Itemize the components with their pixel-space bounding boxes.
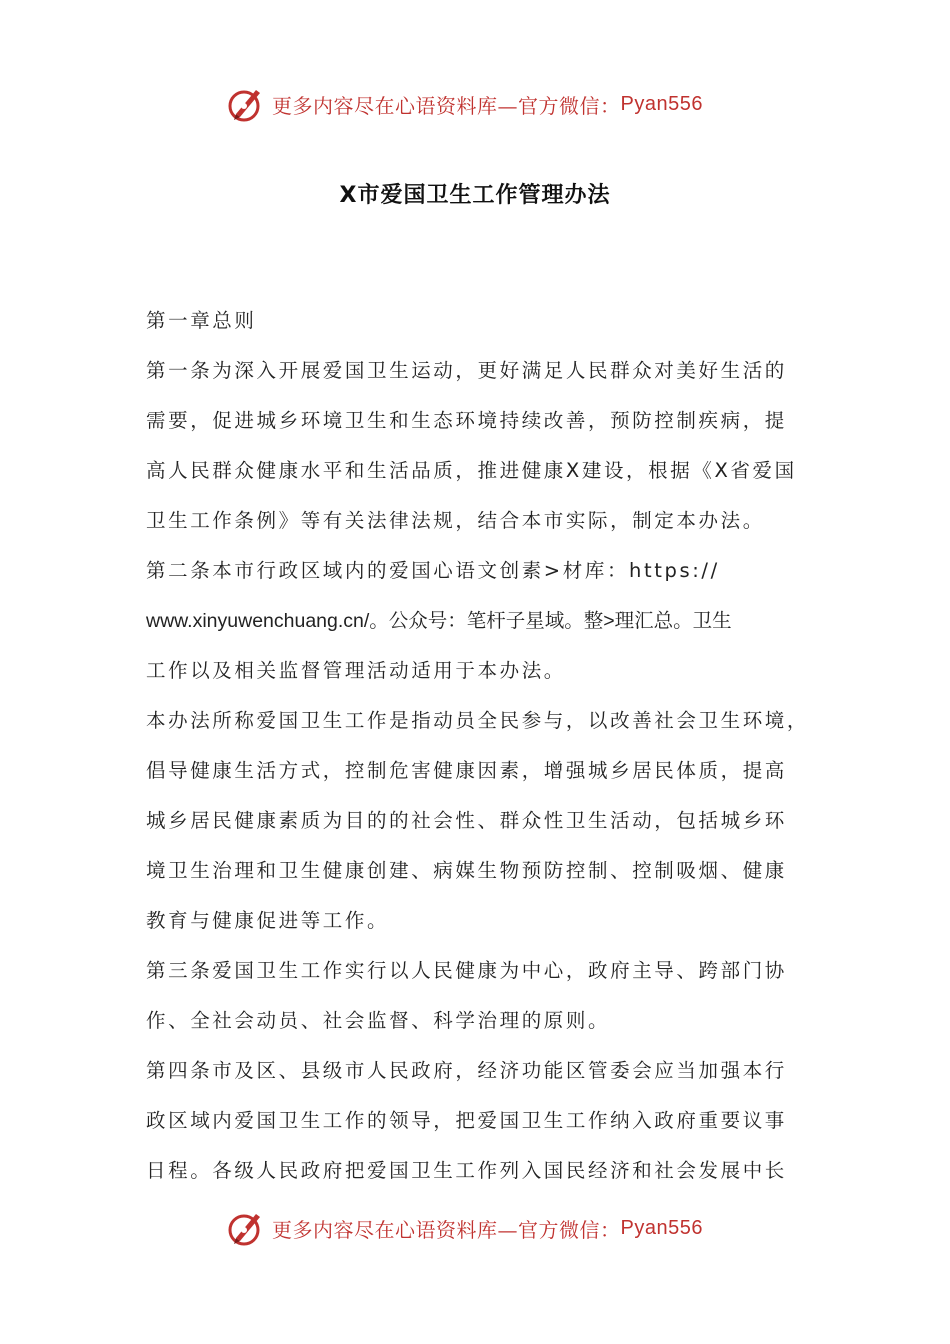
- body-line: 境卫生治理和卫生健康创建、病媒生物预防控制、控制吸烟、健康: [146, 859, 787, 882]
- body-line: 教育与健康促进等工作。: [146, 909, 390, 932]
- body-line: 本办法所称爱国卫生工作是指动员全民参与，以改善社会卫生环境，: [146, 709, 810, 732]
- body-line: 第二条本市行政区域内的爱国心语文创素>材库：https://: [146, 559, 720, 582]
- body-line-url: www.xinyuwenchuang.cn/。公众号：笔杆子星域。整>理汇总。卫生: [146, 610, 732, 632]
- body-line: 第一条为深入开展爱国卫生运动，更好满足人民群众对美好生活的: [146, 359, 787, 382]
- document-title: X市爱国卫生工作管理办法: [339, 183, 611, 208]
- pen-logo-icon: [226, 84, 266, 124]
- article-1: [146, 346, 808, 546]
- pen-logo-icon: [226, 1208, 266, 1248]
- document-body: [146, 296, 808, 1196]
- body-line: 第四条市及区、县级市人民政府，经济功能区管委会应当加强本行: [146, 1059, 787, 1082]
- banner-text: 更多内容尽在心语资料库—官方微信：: [272, 93, 621, 118]
- article-3: [146, 946, 808, 1046]
- body-line: 倡导健康生活方式，控制危害健康因素，增强城乡居民体质，提高: [146, 759, 787, 782]
- definition-paragraph: [146, 696, 808, 946]
- header-banner: [226, 82, 746, 126]
- banner-text: 更多内容尽在心语资料库—官方微信：: [272, 1217, 621, 1242]
- banner-wechat-id: Pyan556: [620, 92, 703, 115]
- body-line: 第三条爱国卫生工作实行以人民健康为中心，政府主导、跨部门协: [146, 959, 787, 982]
- body-line: 高人民群众健康水平和生活品质，推进健康X建设，根据《X省爱国: [146, 459, 797, 482]
- body-line: 第一章总则: [146, 309, 257, 332]
- chapter-heading: [146, 296, 808, 346]
- footer-banner: [226, 1206, 746, 1250]
- article-4: [146, 1046, 808, 1196]
- body-line: 政区域内爱国卫生工作的领导，把爱国卫生工作纳入政府重要议事: [146, 1109, 787, 1132]
- article-2: [146, 546, 808, 696]
- body-line: 城乡居民健康素质为目的的社会性、群众性卫生活动，包括城乡环: [146, 809, 787, 832]
- body-line: 需要，促进城乡环境卫生和生态环境持续改善，预防控制疾病，提: [146, 409, 787, 432]
- banner-wechat-id: Pyan556: [620, 1216, 703, 1239]
- body-line: 卫生工作条例》等有关法律法规，结合本市实际，制定本办法。: [146, 509, 765, 532]
- body-line: 日程。各级人民政府把爱国卫生工作列入国民经济和社会发展中长: [146, 1159, 787, 1182]
- body-line: 工作以及相关监督管理活动适用于本办法。: [146, 659, 566, 682]
- body-line: 作、全社会动员、社会监督、科学治理的原则。: [146, 1009, 611, 1032]
